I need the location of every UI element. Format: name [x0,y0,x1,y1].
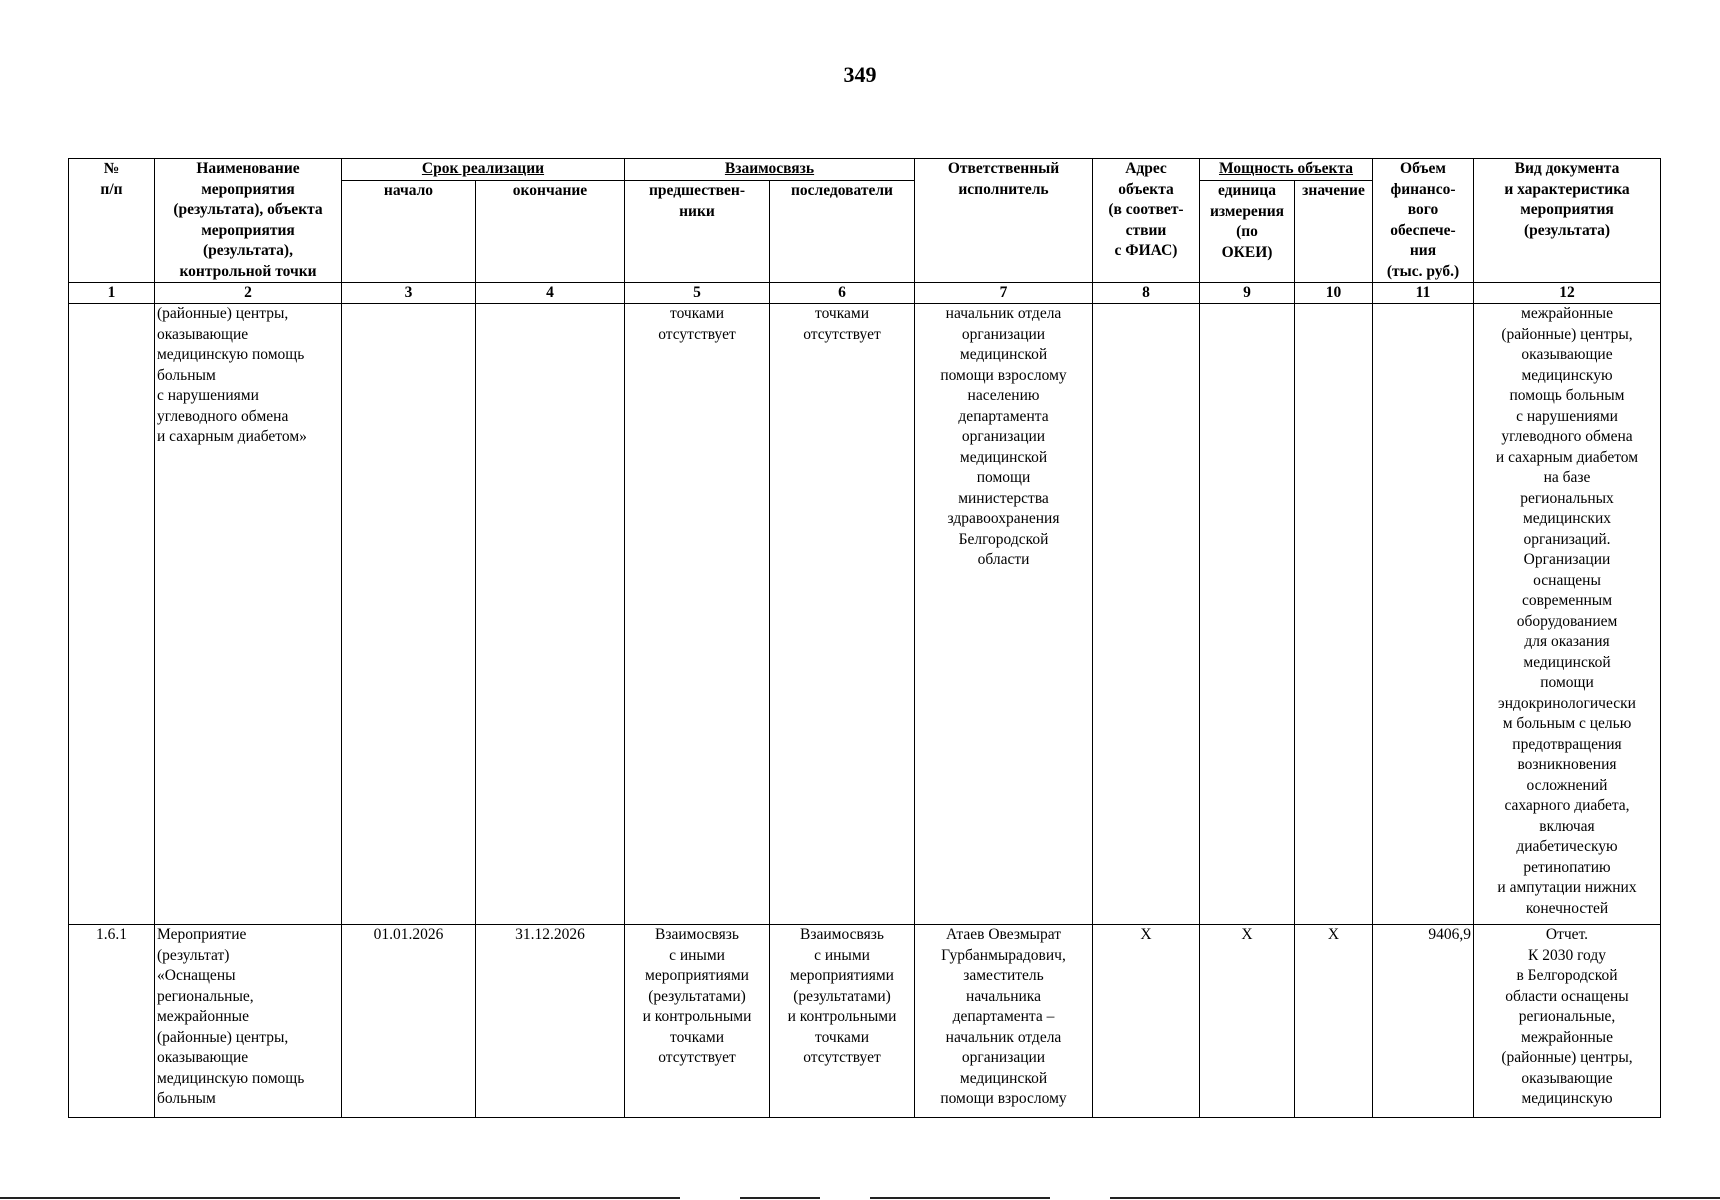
header-doc-type: Вид документа и характеристика мероприятия (результата) [1474,159,1661,283]
column-number: 8 [1093,283,1200,304]
row-unit: Х [1200,925,1295,1118]
header-term-group: Срок реализации [342,159,625,181]
row-name: Мероприятие (результат) «Оснащены региональные, межрайонные (районные) центры, оказывающие медицинскую помощь больным [155,925,342,1118]
column-number: 7 [915,283,1093,304]
column-number: 6 [770,283,915,304]
column-number: 11 [1373,283,1474,304]
row-address: Х [1093,925,1200,1118]
header-name: Наименование мероприятия (результата), объекта мероприятия (результата), контрольной точки [155,159,342,283]
column-number: 10 [1295,283,1373,304]
column-number: 4 [476,283,625,304]
header-value: значение [1295,181,1373,283]
row-value [1295,304,1373,925]
page-number: 349 [843,62,877,87]
row-address [1093,304,1200,925]
column-number: 2 [155,283,342,304]
header-address: Адрес объекта (в соответ- ствии с ФИАС) [1093,159,1200,283]
header-successors: последователи [770,181,915,283]
scan-edge-line [0,1197,680,1199]
column-number: 9 [1200,283,1295,304]
column-number: 12 [1474,283,1661,304]
row-successors: Взаимосвязь с иными мероприятиями (результатами) и контрольными точками отсутствует [770,925,915,1118]
row-finance [1373,304,1474,925]
header-responsible: Ответственный исполнитель [915,159,1093,283]
scan-edge-line [1110,1197,1720,1199]
row-predecessors: Взаимосвязь с иными мероприятиями (результатами) и контрольными точками отсутствует [625,925,770,1118]
header-power-group: Мощность объекта [1200,159,1373,181]
header-number: № п/п [69,159,155,283]
header-predecessors: предшествен- ники [625,181,770,283]
column-number: 5 [625,283,770,304]
header-finance: Объем финансо- вого обеспече- ния (тыс. руб.) [1373,159,1474,283]
program-table [68,158,1661,1118]
row-value: Х [1295,925,1373,1118]
header-unit: единица измерения (по ОКЕИ) [1200,181,1295,283]
row-finance: 9406,9 [1373,925,1474,1118]
column-number-row [69,283,1661,304]
header-start: начало [342,181,476,283]
row-successors: точками отсутствует [770,304,915,925]
row-responsible: начальник отдела организации медицинской помощи взрослому населению департамента организации медицинской помощи министерства здравоохранения Белгородской области [915,304,1093,925]
scan-edge-line [870,1197,1050,1199]
row-end [476,304,625,925]
row-number: 1.6.1 [69,925,155,1118]
row-doc-type: межрайонные (районные) центры, оказывающие медицинскую помощь больным с нарушениями углеводного обмена и сахарным диабетом на базе региональных медицинских организаций. Организации оснащены современным оборудованием для оказания медицинской помощи эндокринологически м больным с целью предотвращения возникновения осложнений сахарного диабета, включая диабетическую ретинопатию и ампутации нижних конечностей [1474,304,1661,925]
column-number: 3 [342,283,476,304]
row-responsible: Атаев Овезмырат Гурбанмырадович, заместитель начальника департамента – начальник отдела организации медицинской помощи взрослому [915,925,1093,1118]
row-doc-type: Отчет. К 2030 году в Белгородской области оснащены региональные, межрайонные (районные) центры, оказывающие медицинскую [1474,925,1661,1118]
row-end: 31.12.2026 [476,925,625,1118]
header-row-top [69,159,1661,181]
column-number: 1 [69,283,155,304]
header-link-group: Взаимосвязь [625,159,915,181]
header-end: окончание [476,181,625,283]
scan-edge-line [740,1197,820,1199]
row-unit [1200,304,1295,925]
table-row [69,925,1661,1118]
row-start [342,304,476,925]
row-predecessors: точками отсутствует [625,304,770,925]
row-name: (районные) центры, оказывающие медицинскую помощь больным с нарушениями углеводного обмена и сахарным диабетом» [155,304,342,925]
row-number [69,304,155,925]
table-row [69,304,1661,925]
row-start: 01.01.2026 [342,925,476,1118]
